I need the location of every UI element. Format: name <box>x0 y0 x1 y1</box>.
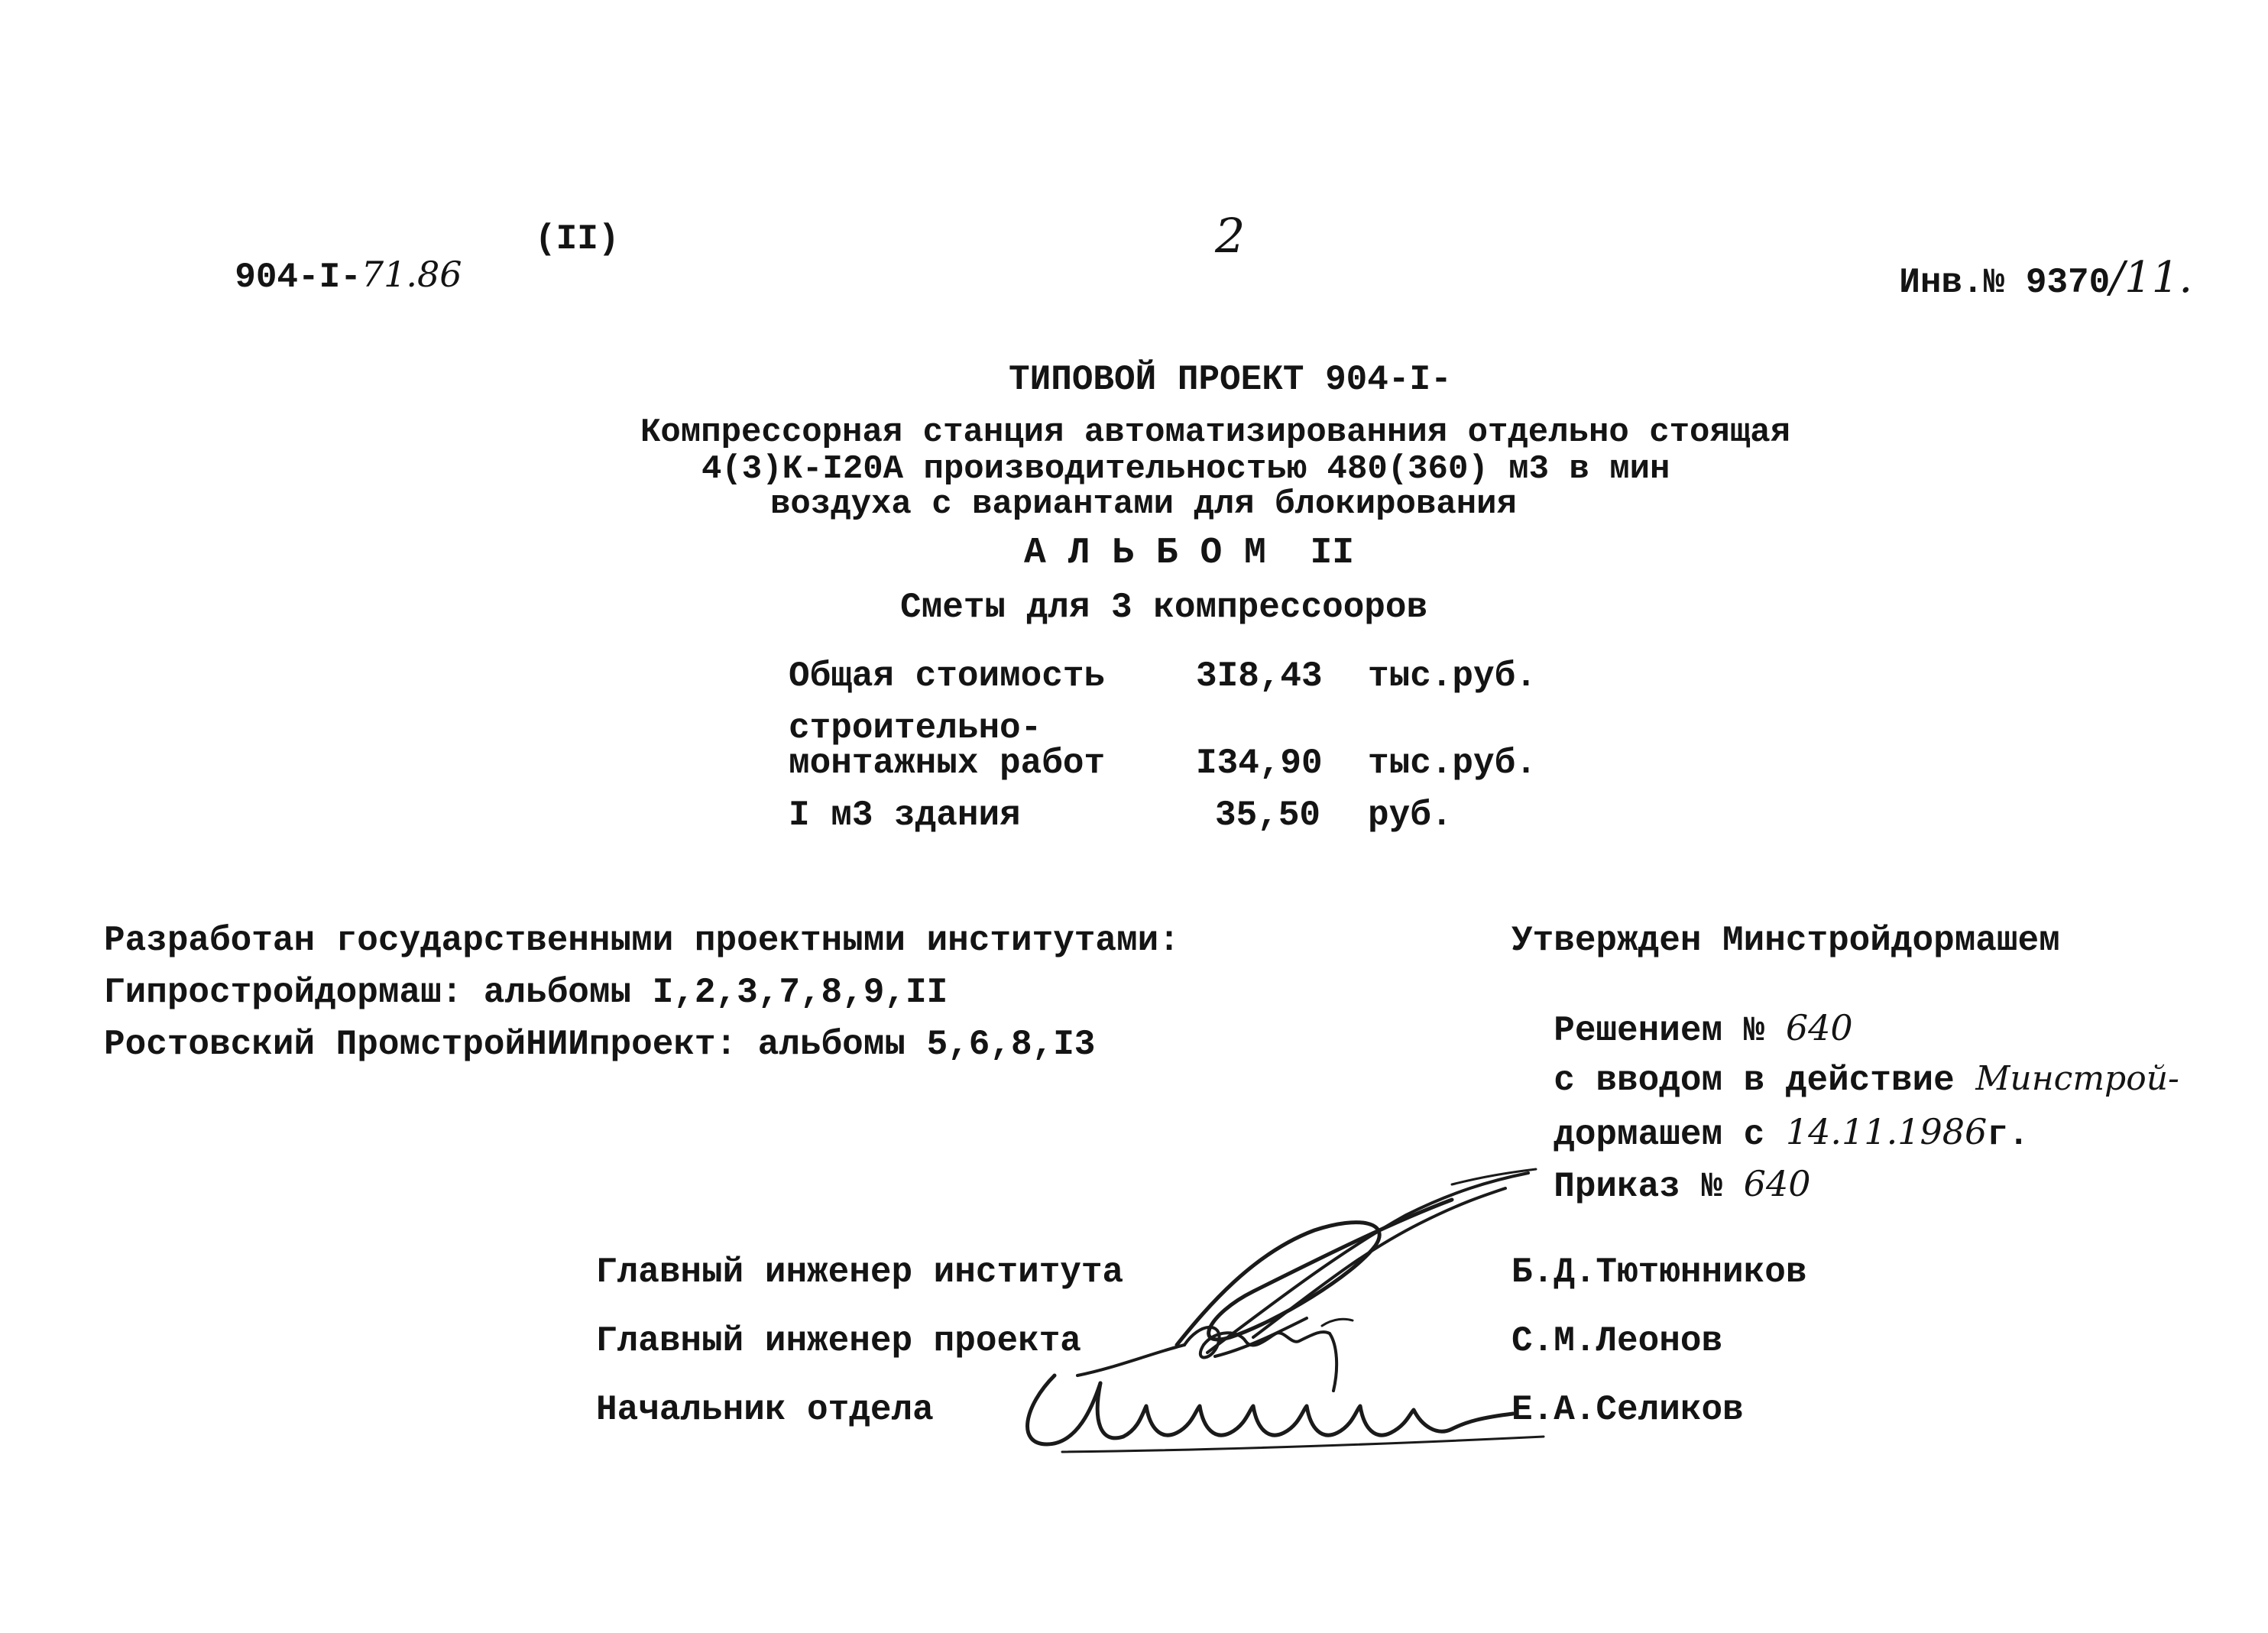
developed-by-institute-1: Гипростройдормаш: альбомы I,2,3,7,8,9,II <box>104 973 948 1013</box>
developed-by-institute-2: Ростовский ПромстройНИИпроект: альбомы 5,6,8,I3 <box>104 1025 1096 1064</box>
developed-by-heading: Разработан государственными проектными институтами: <box>104 921 1180 961</box>
project-title: ТИПОВОЙ ПРОЕКТ 904-I- <box>1009 360 1452 400</box>
cost-unit: руб. <box>1368 795 1453 835</box>
enacted-date-handwritten: 14.11.1986 <box>1785 1111 1988 1152</box>
order-handwritten: 640 <box>1743 1163 1811 1204</box>
cost-value: 3I8,43 <box>1196 656 1323 696</box>
cost-label: Общая стоимость <box>789 656 1106 696</box>
doc-code <box>193 222 462 295</box>
album-subtitle: Сметы для 3 компрессооров <box>900 588 1428 627</box>
cost-unit: тыс.руб. <box>1368 744 1537 783</box>
inventory-label: Инв.№ 9370 <box>1899 263 2111 303</box>
title-line-3: воздуха с вариантами для блокирования <box>770 485 1517 523</box>
signature-department-head <box>1009 1360 1559 1467</box>
enacted-handwritten: Минстрой- <box>1975 1059 2179 1098</box>
order-label: Приказ № <box>1554 1167 1744 1207</box>
page-number: 2 <box>1215 208 1246 264</box>
signature-name: С.М.Леонов <box>1511 1321 1723 1361</box>
inventory-number <box>1857 222 2193 303</box>
inventory-handwritten: /11. <box>2110 253 2193 303</box>
cost-unit: тыс.руб. <box>1368 656 1537 696</box>
enacted-label: с вводом в действие <box>1554 1061 1976 1100</box>
enacted-date-suffix: г. <box>1987 1115 2030 1155</box>
signature-role: Главный инженер института <box>596 1252 1124 1292</box>
approved-by: Утвержден Минстройдормашем <box>1511 921 2060 961</box>
signature-role: Начальник отдела <box>596 1390 934 1430</box>
cost-value: I34,90 <box>1196 744 1323 783</box>
cost-label: строительно- монтажных работ <box>789 708 1106 783</box>
doc-code-handwritten: 71.86 <box>361 254 462 295</box>
cost-value: 35,50 <box>1215 795 1321 835</box>
title-line-1: Компрессорная станция автоматизированния отдельно стоящая <box>640 413 1791 452</box>
order-number <box>1511 1131 1811 1207</box>
title-line-2: 4(3)К-I20А производительностью 480(360) м3 в мин <box>701 450 1670 488</box>
album-title: А Л Ь Б О М II <box>1024 533 1355 574</box>
cost-label: I м3 здания <box>789 795 1021 835</box>
signature-role: Главный инженер проекта <box>596 1321 1081 1361</box>
signature-name: Б.Д.Тютюнников <box>1511 1252 1807 1292</box>
album-reference: (II) <box>535 219 620 259</box>
signature-name: Е.А.Селиков <box>1511 1390 1744 1430</box>
decision-label: Решением № <box>1554 1011 1786 1051</box>
enacted-date-label: дормашем с <box>1554 1115 1786 1155</box>
decision-handwritten: 640 <box>1785 1007 1853 1048</box>
doc-code-prefix: 904-I- <box>235 258 361 297</box>
